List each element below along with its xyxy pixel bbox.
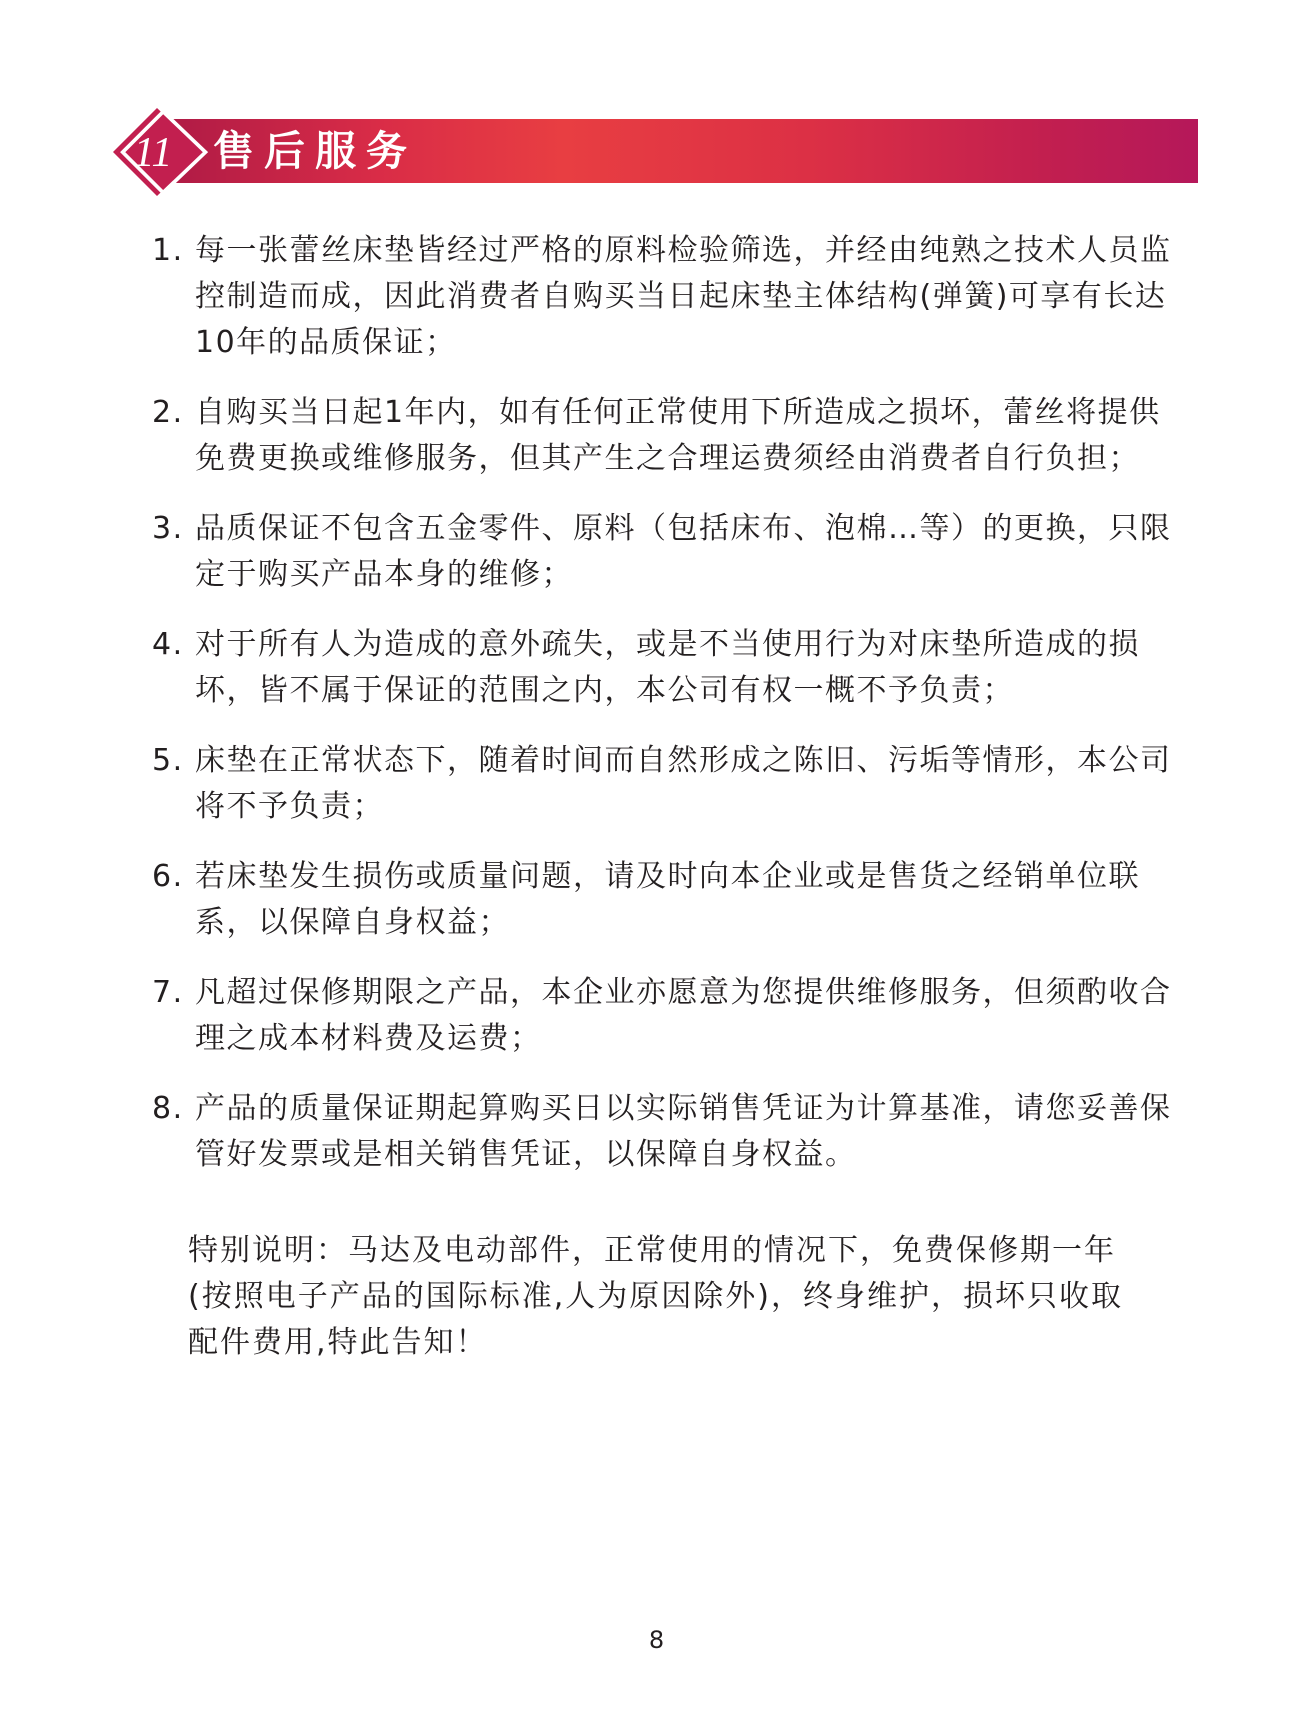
item-number: 5. [152,743,184,778]
list-item [152,622,1192,714]
item-text: 若床垫发生损伤或质量问题，请及时向本企业或是售货之经销单位联系，以保障自身权益； [195,859,1140,940]
list-item [152,970,1192,1062]
section-title: 售后服务 [213,127,417,175]
item-text: 凡超过保修期限之产品，本企业亦愿意为您提供维修服务，但须酌收合理之成本材料费及运费； [195,975,1172,1056]
list-item [152,854,1192,946]
item-text: 自购买当日起1年内，如有任何正常使用下所造成之损坏，蕾丝将提供免费更换或维修服务，但其产生之合理运费须经由消费者自行负担； [195,395,1161,476]
item-number: 3. [152,511,184,546]
section-number-badge [113,108,213,196]
item-number: 6. [152,859,184,894]
section-header [113,108,1203,196]
item-text: 对于所有人为造成的意外疏失，或是不当使用行为对床垫所造成的损坏，皆不属于保证的范围之内，本公司有权一概不予负责； [195,627,1140,708]
warranty-list [152,228,1192,1202]
item-number: 4. [152,627,184,662]
item-number: 2. [152,395,184,430]
list-item [152,228,1192,366]
special-note: 特别说明：马达及电动部件，正常使用的情况下，免费保修期一年(按照电子产品的国际标准,人为原因除外)，终身维护，损坏只收取配件费用,特此告知！ [188,1233,1123,1360]
item-number: 8. [152,1091,184,1126]
page-number: 8 [648,1626,665,1654]
section-number: 11 [133,130,173,176]
list-item [152,506,1192,598]
item-text: 品质保证不包含五金零件、原料（包括床布、泡棉…等）的更换，只限定于购买产品本身的维修； [195,511,1172,592]
item-number: 7. [152,975,184,1010]
list-item [152,390,1192,482]
list-item [152,738,1192,830]
item-text: 产品的质量保证期起算购买日以实际销售凭证为计算基准，请您妥善保管好发票或是相关销售凭证，以保障自身权益。 [195,1091,1172,1172]
item-text: 每一张蕾丝床垫皆经过严格的原料检验筛选，并经由纯熟之技术人员监控制造而成，因此消费者自购买当日起床垫主体结构(弹簧)可享有长达10年的品质保证； [195,233,1172,360]
list-item [152,1086,1192,1178]
item-number: 1. [152,233,184,268]
item-text: 床垫在正常状态下，随着时间而自然形成之陈旧、污垢等情形，本公司将不予负责； [195,743,1172,824]
